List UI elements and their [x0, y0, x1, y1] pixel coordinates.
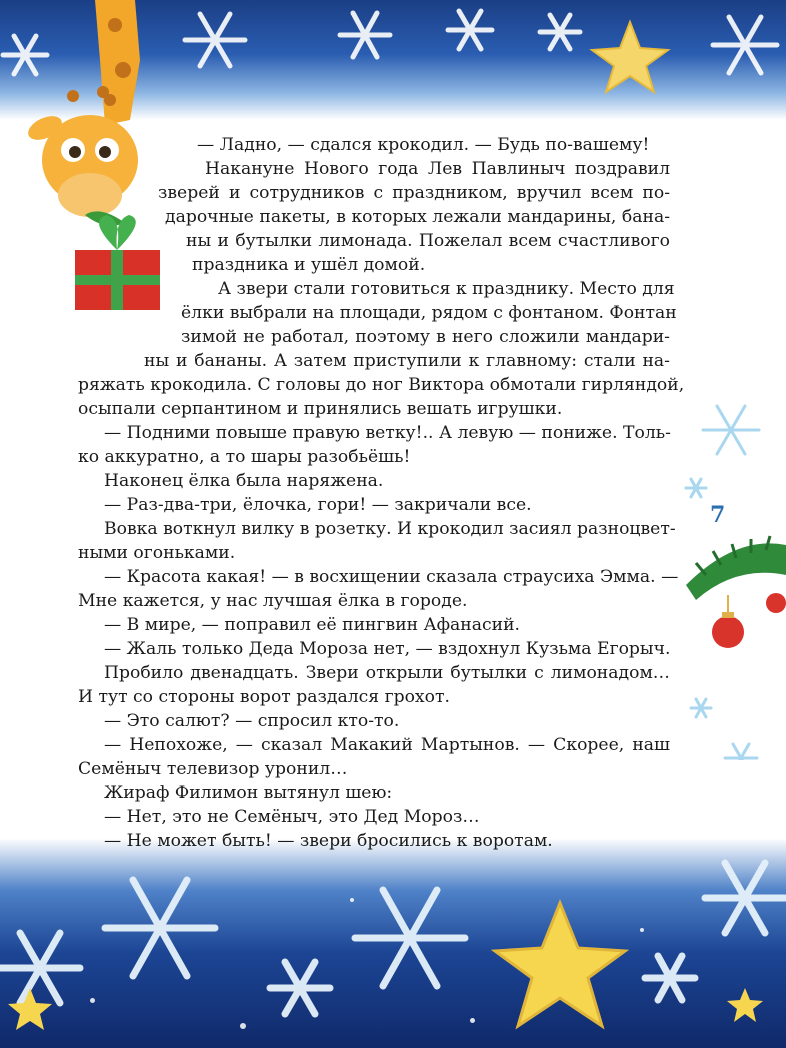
text-line: А звери стали готовиться к празднику. Место для: [218, 279, 675, 299]
text-line: ёлки выбрали на площади, рядом с фонтаном. Фонтан: [181, 303, 677, 323]
text-line: Вовка воткнул вилку в розетку. И крокодил засиял разноцвет-: [104, 519, 676, 539]
text-line: — Красота какая! — в восхищении сказала страусиха Эмма. —: [104, 567, 679, 587]
text-line: — Подними повыше правую ветку!.. А левую — пониже. Толь-: [104, 423, 671, 443]
text-line: ны и бутылки лимонада. Пожелал всем счастливого: [186, 231, 670, 251]
text-line: — Это салют? — спросил кто-то.: [104, 711, 400, 731]
text-line: зверей и сотрудников с праздником, вручил всем по-: [158, 183, 670, 203]
text-line: ко аккуратно, а то шары разобьёшь!: [78, 447, 411, 467]
text-line: — Не может быть! — звери бросились к воротам.: [104, 831, 553, 851]
text-line: ными огоньками.: [78, 543, 236, 563]
text-line: — В мире, — поправил её пингвин Афанасий.: [104, 615, 520, 635]
text-line: — Раз-два-три, ёлочка, гори! — закричали все.: [104, 495, 532, 515]
text-line: праздника и ушёл домой.: [192, 255, 426, 275]
text-line: — Ладно, — сдался крокодил. — Будь по-вашему!: [197, 135, 650, 155]
text-line: — Непохоже, — сказал Макакий Мартынов. — Скорее, наш: [104, 735, 670, 755]
text-line: Мне кажется, у нас лучшая ёлка в городе.: [78, 591, 468, 611]
text-line: — Нет, это не Семёныч, это Дед Мороз…: [104, 807, 480, 827]
text-line: И тут со стороны ворот раздался грохот.: [78, 687, 450, 707]
text-line: зимой не работал, поэтому в него сложили мандари-: [181, 327, 670, 347]
text-line: Жираф Филимон вытянул шею:: [104, 783, 393, 803]
text-line: Пробило двенадцать. Звери открыли бутылки с лимонадом…: [104, 663, 670, 683]
text-line: — Жаль только Деда Мороза нет, — вздохнул Кузьма Егорыч.: [104, 639, 671, 659]
page-number: 7: [710, 502, 726, 528]
text-line: Семёныч телевизор уронил…: [78, 759, 348, 779]
text-line: дарочные пакеты, в которых лежали мандарины, бана-: [165, 207, 670, 227]
text-line: ны и бананы. А затем приступили к главному: стали на-: [144, 351, 670, 371]
text-line: Наконец ёлка была наряжена.: [104, 471, 384, 491]
text-line: Накануне Нового года Лев Павлиныч поздравил: [205, 159, 670, 179]
text-line: осыпали серпантином и принялись вешать игрушки.: [78, 399, 563, 419]
text-line: ряжать крокодила. С головы до ног Виктора обмотали гирляндой,: [78, 375, 685, 395]
